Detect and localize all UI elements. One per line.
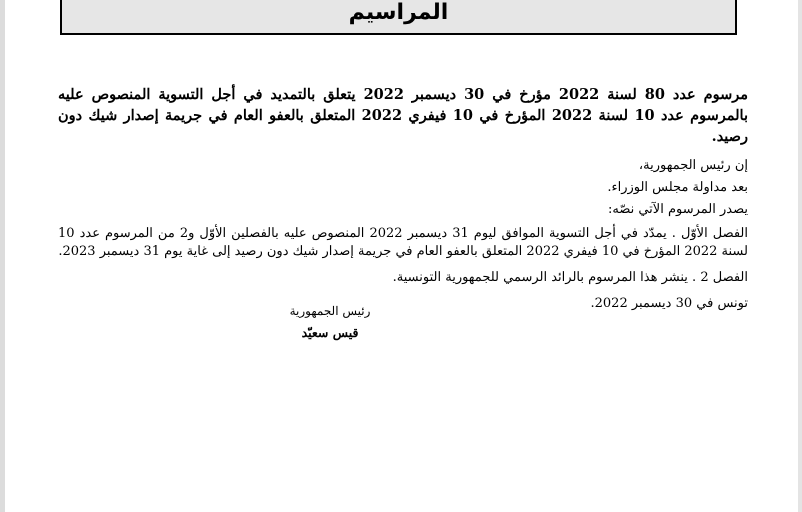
- article-2: الفصل 2 . ينشر هذا المرسوم بالرائد الرسمي للجمهورية التونسية.: [392, 270, 748, 285]
- preamble-council: بعد مداولة مجلس الوزراء.: [607, 180, 748, 195]
- preamble-issues: يصدر المرسوم الآتي نصّه:: [607, 202, 748, 217]
- page-right-edge: [798, 0, 802, 512]
- decree-title: مرسوم عدد 80 لسنة 2022 مؤرخ في 30 ديسمبر 2022 يتعلق بالتمديد في أجل التسوية المنصوص عليه بالمرسوم عدد 10 لسنة 2022 المؤرخ في 10 فيفري 2022 المتعلق بالعفو العام في جريمة إصدار شيك دون رصيد.: [58, 86, 749, 145]
- signature-role: رئيس الجمهورية: [289, 304, 371, 318]
- section-header-box: [60, 0, 737, 35]
- decree-body: [58, 84, 748, 313]
- section-title: المراسيم: [348, 0, 449, 25]
- signature-name: قيس سعيّد: [301, 325, 359, 340]
- article-1: الفصل الأوّل . يمدّد في أجل التسوية الموافق ليوم 31 ديسمبر 2022 المنصوص عليه بالفصلين الأوّل و2 من المرسوم عدد 10 لسنة 2022 المؤرخ في 10 فيفري 2022 المتعلق بالعفو العام في جريمة إصدار شيك دون رصيد إلى غاية يوم 31 ديسمبر 2023.: [58, 226, 748, 259]
- place-date: تونس في 30 ديسمبر 2022.: [590, 296, 748, 311]
- page-left-edge: [0, 0, 5, 512]
- preamble-president: إن رئيس الجمهورية،: [638, 158, 748, 173]
- signature-block: [240, 303, 420, 342]
